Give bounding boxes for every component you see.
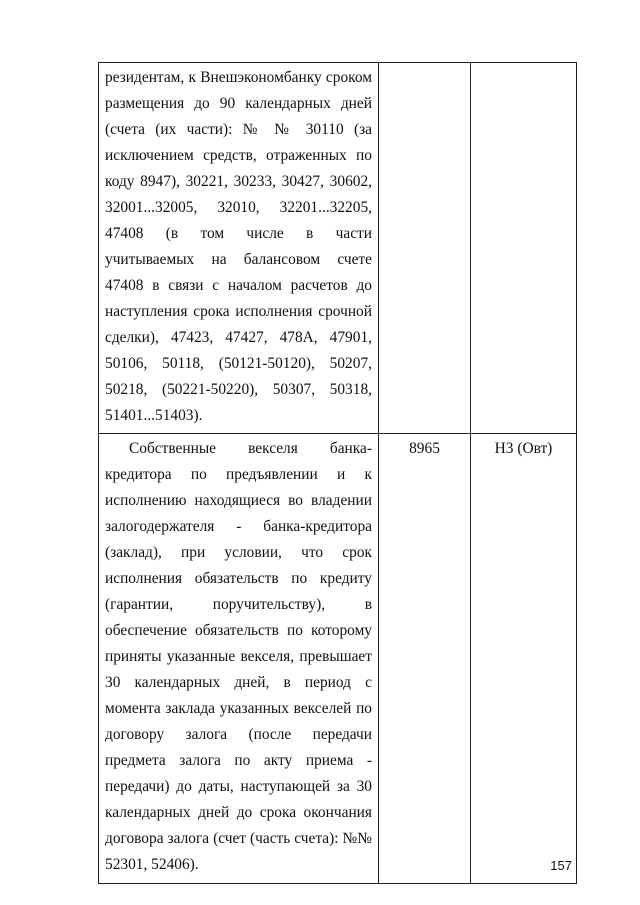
row-norm [471, 63, 576, 65]
row-code: 8965 [409, 440, 440, 457]
table-row [99, 434, 577, 884]
description-cell [99, 63, 379, 434]
norm-cell [471, 434, 577, 884]
row-description: Собственные векселя банка-кредитора по предъявлении и к исполнению находящиеся во владении залогодержателя - банка-кредитора (заклад), при условии, что срок исполнения обязательств по кредиту (гарантии, поручительству), в обеспечение обязательств по которому приняты указанные векселя, превышает 30 календарных дней, в период с момента заклада указанных векселей по договору залога (после передачи предмета залога по акту приема - передачи) до даты, наступающей за 30 календарных дней до срока окончания договора залога (счет (часть счета): №№ 52301, 52406). [105, 440, 372, 873]
row-code [379, 63, 470, 65]
norm-cell [471, 63, 577, 434]
row-norm: Н3 (Овт) [494, 440, 553, 457]
description-cell [99, 434, 379, 884]
code-cell [379, 434, 471, 884]
code-cell [379, 63, 471, 434]
page-number: 157 [550, 858, 572, 873]
row-description: резидентам, к Внешэкономбанку сроком размещения до 90 календарных дней (счета (их части): № № 30110 (за исключением средств, отраженных по коду 8947), 30221, 30233, 30427, 30602, 32001...32005, 32010, 32201...32205, 47408 (в том числе в части учитываемых на балансовом счете 47408 в связи с началом расчетов до наступления срока исполнения срочной сделки), 47423, 47427, 478А, 47901, 50106, 50118, (50121-50120), 50207, 50218, (50221-50220), 50307, 50318, 51401...51403). [105, 69, 372, 424]
table-row [99, 63, 577, 434]
regulation-table [98, 62, 577, 884]
